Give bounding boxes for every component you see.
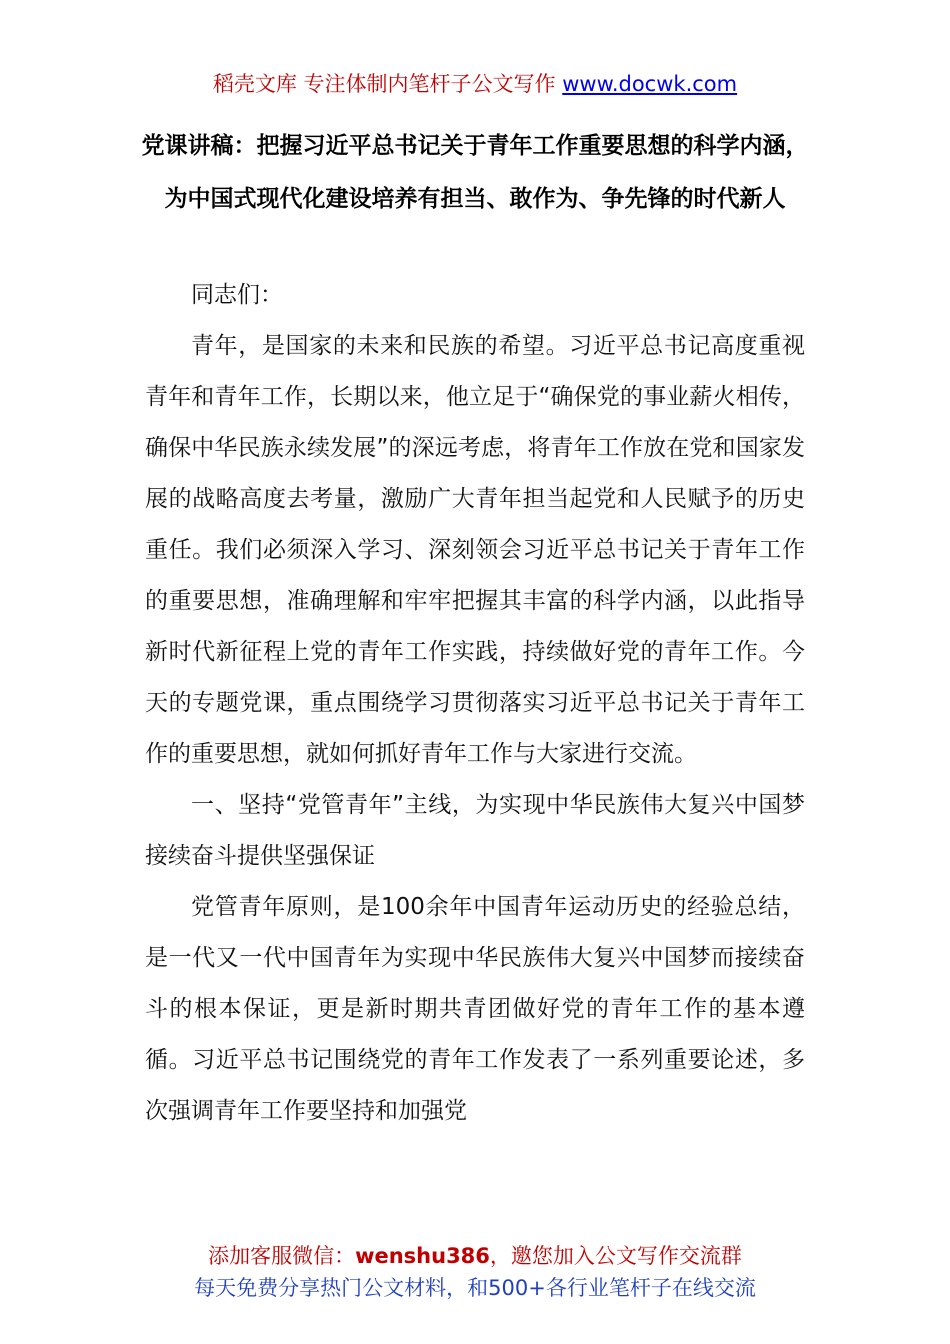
header-brand-text: 稻壳文库 专注体制内笔杆子公文写作: [212, 72, 563, 96]
footer-wechat-id: wenshu386: [355, 1244, 490, 1268]
section-heading-1: 一、坚持“党管青年”主线，为实现中华民族伟大复兴中国梦接续奋斗提供坚强保证: [145, 792, 805, 869]
salutation-paragraph: 同志们：: [191, 282, 283, 308]
footer-line-1: [0, 1240, 950, 1272]
footer-wechat-prefix: 添加客服微信：: [208, 1244, 356, 1268]
document-title: 党课讲稿：把握习近平总书记关于青年工作重要思想的科学内涵，为中国式现代化建设培养有担当、敢作为、争先锋的时代新人: [141, 133, 809, 212]
footer-line-2: 每天免费分享热门公文材料，和500+各行业笔杆子在线交流: [194, 1276, 756, 1300]
body-paragraph: 青年，是国家的未来和民族的希望。习近平总书记高度重视青年和青年工作，长期以来，他立足于“确保党的事业薪火相传，确保中华民族永续发展”的深远考虑，将青年工作放在党和国家发展的战略高度去考量，激励广大青年担当起党和人民赋予的历史重任。我们必须深入学习、深刻领会习近平总书记关于青年工作的重要思想，准确理解和牢牢把握其丰富的科学内涵，以此指导新时代新征程上党的青年工作实践，持续做好党的青年工作。今天的专题党课，重点围绕学习贯彻落实习近平总书记关于青年工作的重要思想，就如何抓好青年工作与大家进行交流。: [145, 333, 805, 767]
body-paragraph: 党管青年原则，是100余年中国青年运动历史的经验总结，是一代又一代中国青年为实现中华民族伟大复兴中国梦而接续奋斗的根本保证，更是新时期共青团做好党的青年工作的基本遵循。习近平总书记围绕党的青年工作发表了一系列重要论述，多次强调青年工作要坚持和加强党: [145, 894, 805, 1124]
header-site-link[interactable]: www.docwk.com: [562, 72, 738, 96]
document-body: [145, 270, 805, 1137]
footer-wechat-suffix: ，邀您加入公文写作交流群: [489, 1244, 742, 1268]
page-header: [0, 68, 950, 100]
page-footer: [0, 1240, 950, 1304]
